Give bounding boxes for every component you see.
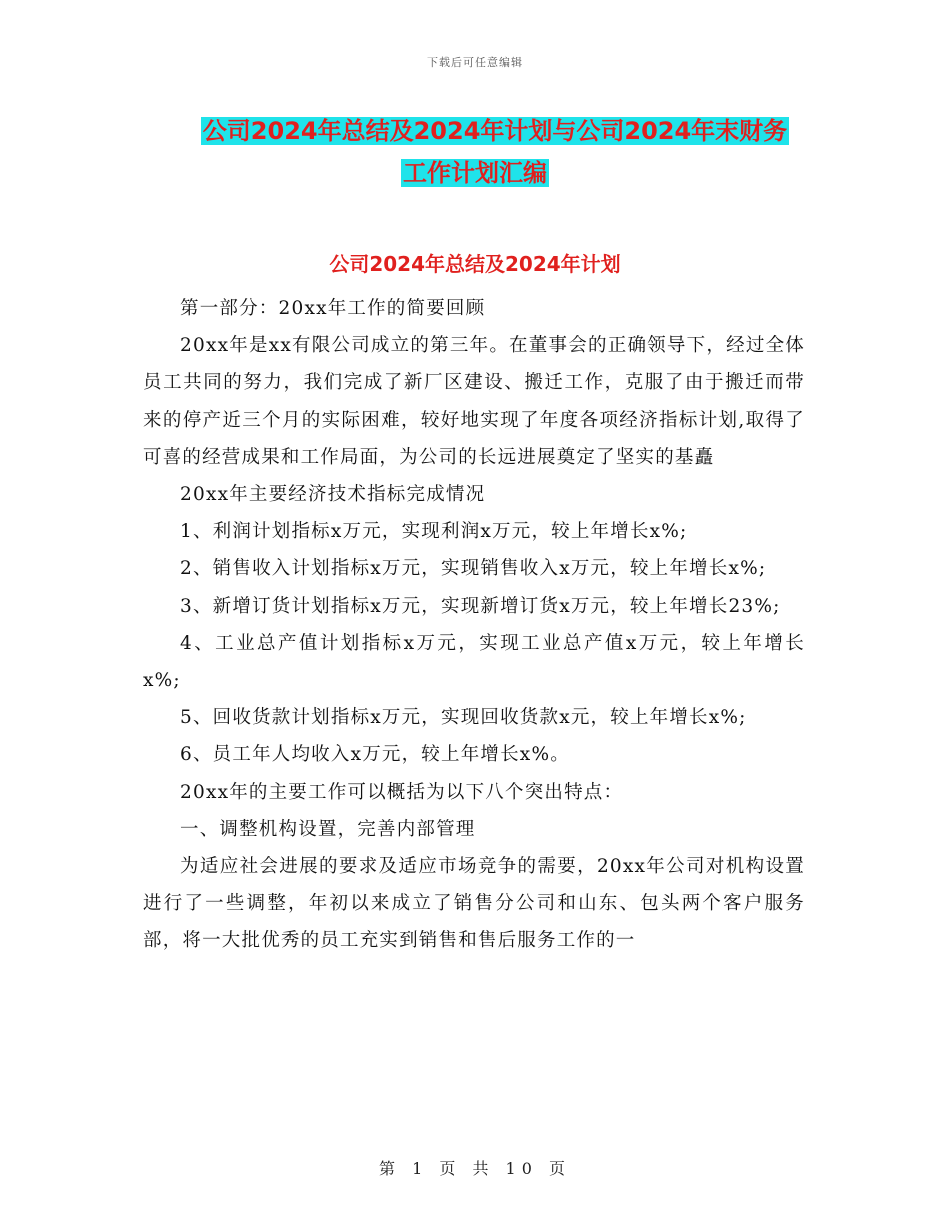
paragraph: 20xx年主要经济技术指标完成情况	[180, 484, 486, 506]
paragraph: 一、调整机构设置，完善内部管理	[180, 818, 476, 840]
paragraph: 第一部分：20xx年工作的简要回顾	[180, 298, 486, 319]
paragraph: 3、新增订货计划指标x万元，实现新增订货x万元，较上年增长23%;	[180, 595, 781, 617]
paragraph: 1、利润计划指标x万元，实现利润x万元，较上年增长x%;	[180, 521, 688, 543]
paragraph: 2、销售收入计划指标x万元，实现销售收入x万元，较上年增长x%;	[180, 558, 767, 580]
paragraph: 6、员工年人均收入x万元，较上年增长x%。	[180, 744, 570, 766]
page-header-note: 下载后可任意编辑	[427, 56, 523, 69]
document-title-line-1: 公司2024年总结及2024年计划与公司2024年末财务	[202, 117, 788, 145]
section-title: 公司2024年总结及2024年计划	[329, 252, 621, 276]
page-number: 第 1 页 共 10 页	[379, 1159, 571, 1178]
document-title	[0, 110, 950, 194]
paragraph: 为适应社会进展的要求及适应市场竞争的需要，20xx年公司对机构设置进行了一些调整，年初以来成立了销售分公司和山东、包头两个客户服务部，将一大批优秀的员工充实到销售和售后服务工作的一	[143, 856, 805, 952]
document-body	[143, 290, 805, 960]
paragraph: 20xx年的主要工作可以概括为以下八个突出特点：	[180, 781, 624, 803]
paragraph: 5、回收货款计划指标x万元，实现回收货款x元，较上年增长x%;	[180, 707, 747, 729]
paragraph: 20xx年是xx有限公司成立的第三年。在董事会的正确领导下，经过全体员工共同的努力，我们完成了新厂区建设、搬迁工作，克服了由于搬迁而带来的停产近三个月的实际困难，较好地实现了年度各项经济指标计划,取得了可喜的经营成果和工作局面，为公司的长远进展奠定了坚实的基矗	[143, 335, 805, 468]
document-title-line-2: 工作计划汇编	[403, 159, 547, 187]
paragraph: 4、工业总产值计划指标x万元，实现工业总产值x万元，较上年增长x%;	[143, 632, 805, 692]
